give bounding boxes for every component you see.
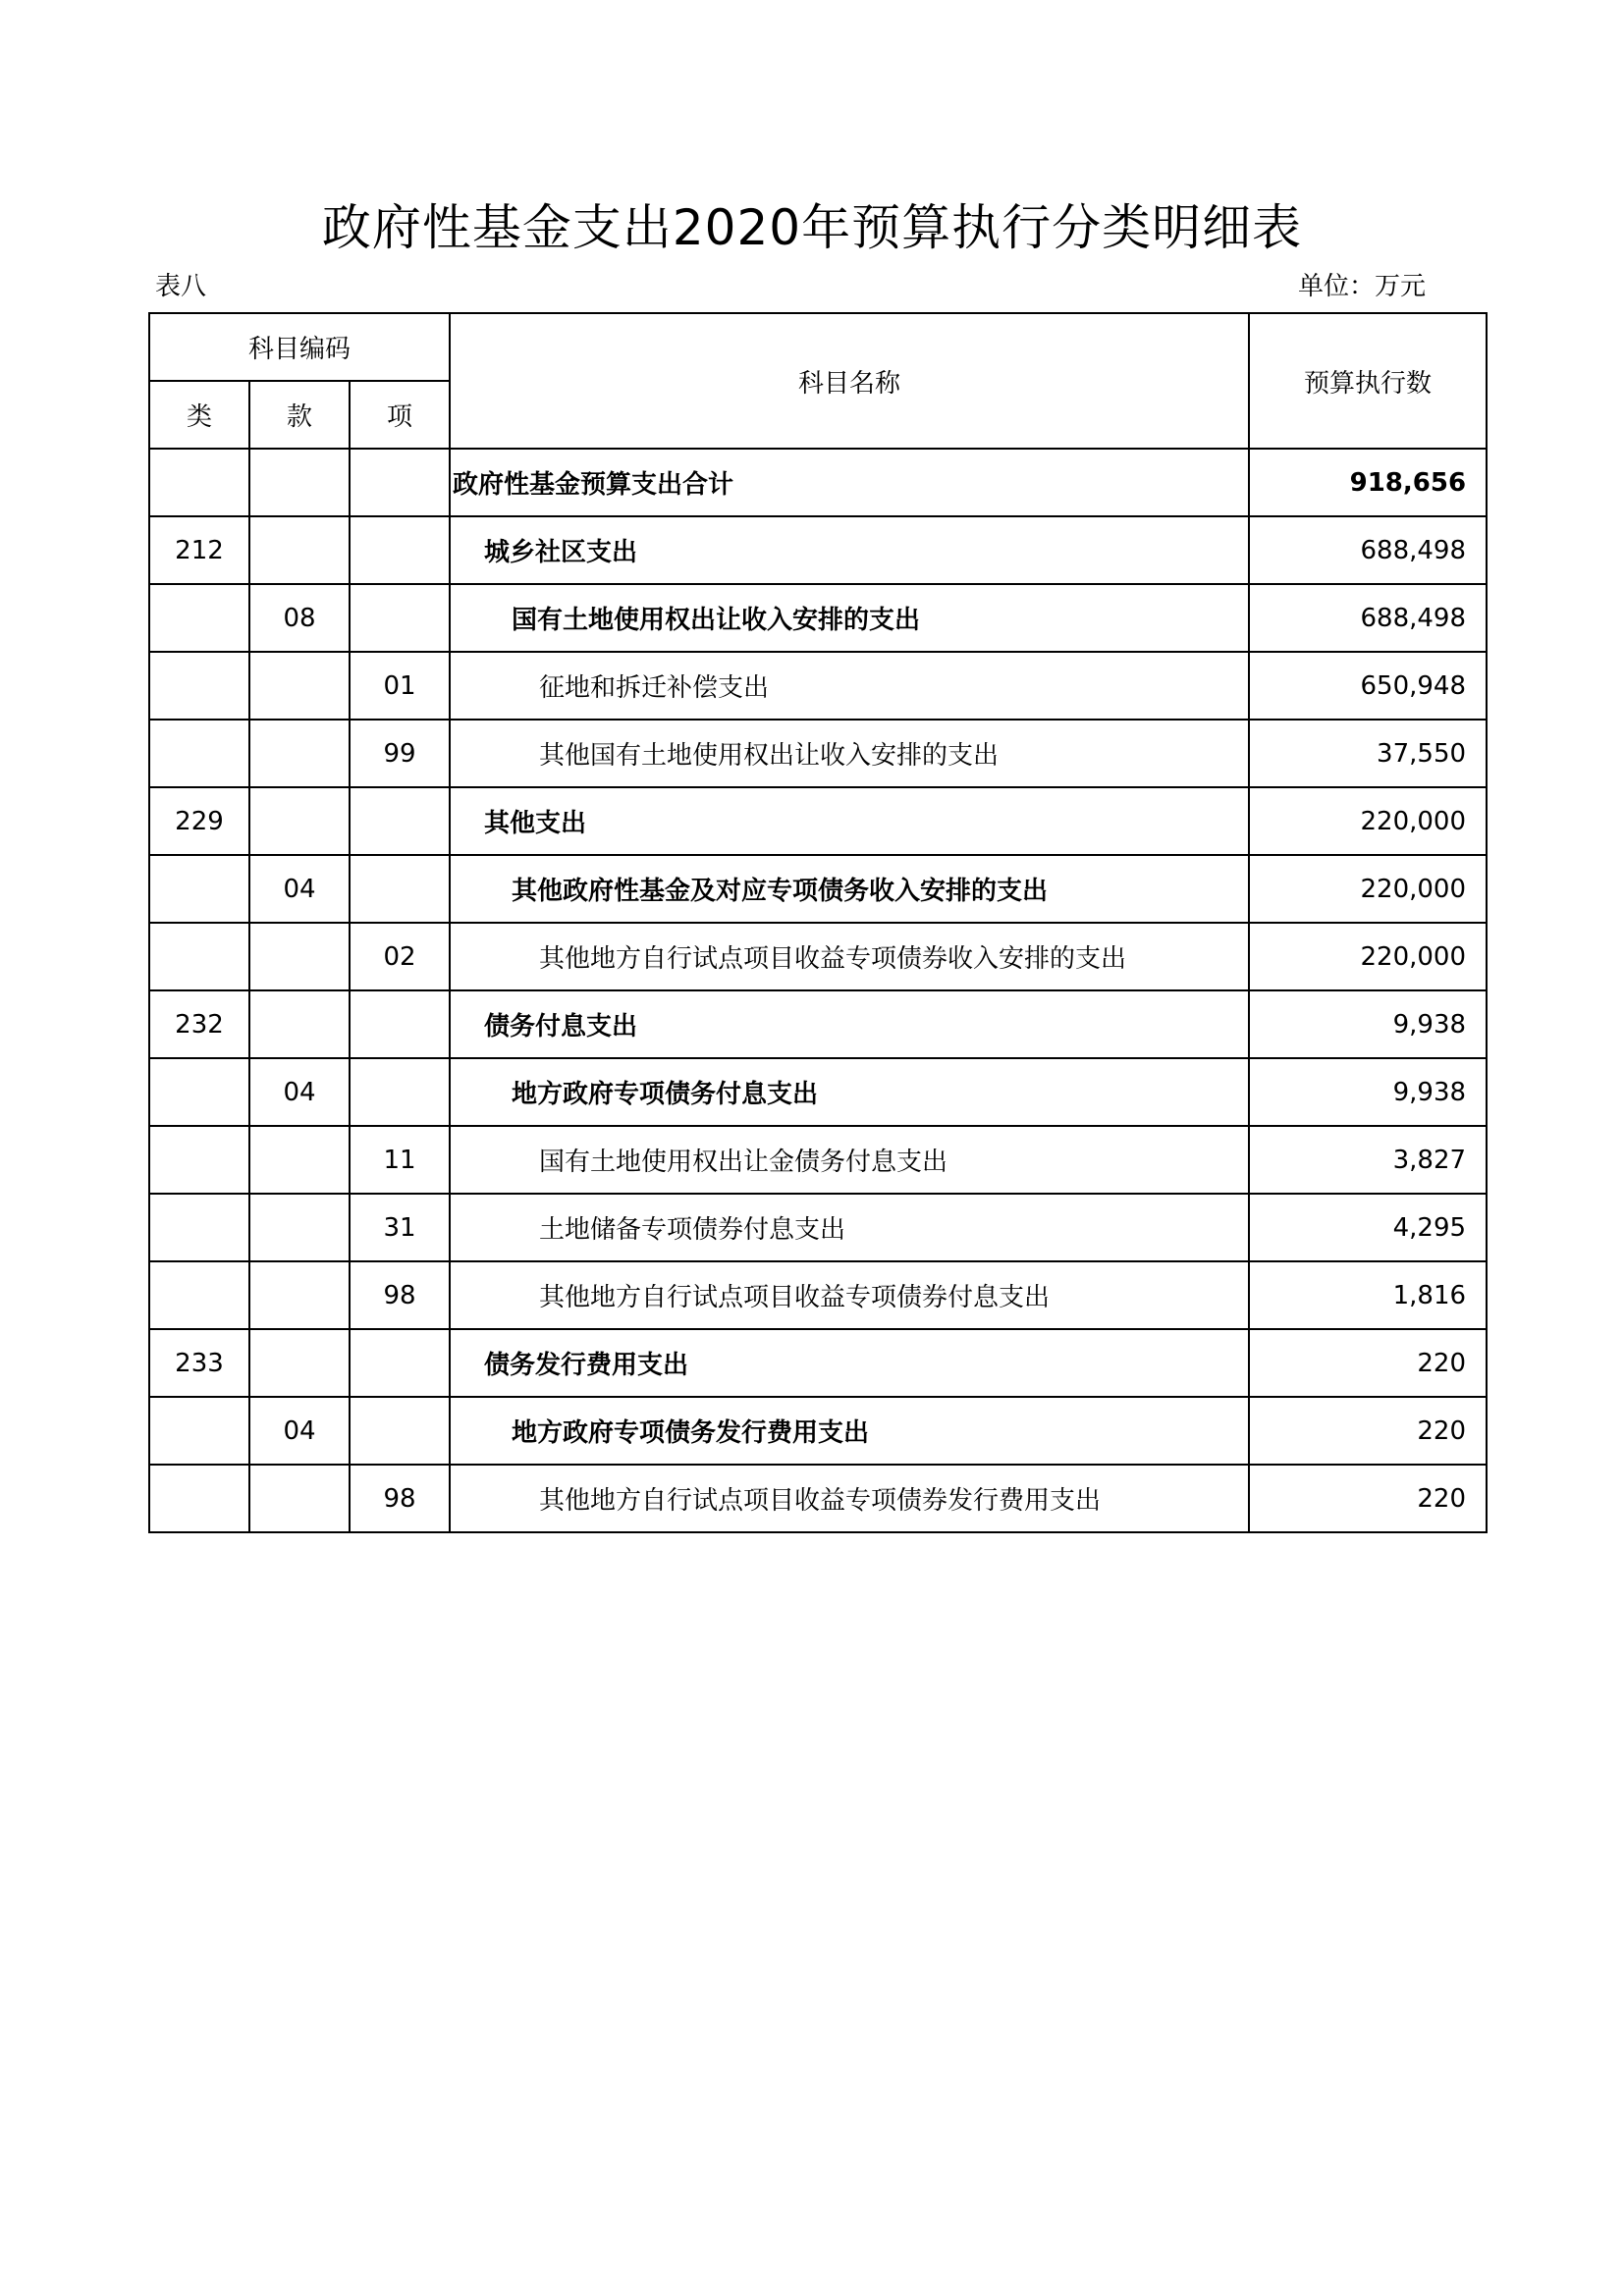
code-xiang-cell: 98: [350, 1261, 450, 1329]
table-row: [149, 1329, 1487, 1397]
code-xiang-cell: 99: [350, 720, 450, 787]
code-xiang-cell: [350, 1329, 450, 1397]
code-kuan-cell: [249, 1329, 350, 1397]
amount-cell: 1,816: [1249, 1261, 1487, 1329]
code-lei-cell: 233: [149, 1329, 249, 1397]
table-row: [149, 1397, 1487, 1465]
code-xiang-cell: 31: [350, 1194, 450, 1261]
unit-label: 单位：万元: [1298, 272, 1427, 301]
code-kuan-cell: [249, 449, 350, 516]
amount-cell: 220: [1249, 1465, 1487, 1532]
amount-cell: 9,938: [1249, 990, 1487, 1058]
code-xiang-cell: 98: [350, 1465, 450, 1532]
code-xiang-cell: [350, 787, 450, 855]
item-name-cell: 其他政府性基金及对应专项债务收入安排的支出: [450, 855, 1249, 923]
code-lei-cell: [149, 1465, 249, 1532]
budget-table: [148, 312, 1488, 1533]
item-name-cell: 其他地方自行试点项目收益专项债券收入安排的支出: [450, 923, 1249, 990]
header-amount: 预算执行数: [1249, 313, 1487, 449]
amount-cell: 650,948: [1249, 652, 1487, 720]
item-name-cell: 其他地方自行试点项目收益专项债券付息支出: [450, 1261, 1249, 1329]
code-lei-cell: [149, 720, 249, 787]
amount-cell: 220,000: [1249, 855, 1487, 923]
code-lei-cell: [149, 1126, 249, 1194]
amount-cell: 3,827: [1249, 1126, 1487, 1194]
table-row: [149, 516, 1487, 584]
code-lei-cell: [149, 449, 249, 516]
table-row: [149, 787, 1487, 855]
page-title: 政府性基金支出2020年预算执行分类明细表: [321, 199, 1303, 256]
item-name-cell: 政府性基金预算支出合计: [450, 449, 1249, 516]
code-kuan-cell: [249, 923, 350, 990]
code-lei-cell: [149, 652, 249, 720]
code-xiang-cell: [350, 449, 450, 516]
table-row: [149, 1465, 1487, 1532]
code-xiang-cell: 11: [350, 1126, 450, 1194]
code-kuan-cell: [249, 787, 350, 855]
item-name-cell: 债务发行费用支出: [450, 1329, 1249, 1397]
amount-cell: 220,000: [1249, 787, 1487, 855]
table-row: [149, 584, 1487, 652]
table-row: [149, 990, 1487, 1058]
table-row: [149, 855, 1487, 923]
code-xiang-cell: 01: [350, 652, 450, 720]
table-row: [149, 923, 1487, 990]
code-lei-cell: [149, 584, 249, 652]
table-body: [149, 449, 1487, 1532]
table-row: [149, 652, 1487, 720]
code-xiang-cell: [350, 855, 450, 923]
amount-cell: 37,550: [1249, 720, 1487, 787]
table-header: [149, 313, 1487, 449]
code-kuan-cell: 08: [249, 584, 350, 652]
header-row-top: [149, 313, 1487, 381]
header-name: 科目名称: [450, 313, 1249, 449]
code-lei-cell: 232: [149, 990, 249, 1058]
header-xiang: 项: [350, 381, 450, 449]
item-name-cell: 其他支出: [450, 787, 1249, 855]
item-name-cell: 征地和拆迁补偿支出: [450, 652, 1249, 720]
amount-cell: 688,498: [1249, 516, 1487, 584]
code-kuan-cell: 04: [249, 1058, 350, 1126]
code-xiang-cell: [350, 990, 450, 1058]
code-kuan-cell: 04: [249, 1397, 350, 1465]
code-xiang-cell: 02: [350, 923, 450, 990]
header-lei: 类: [149, 381, 249, 449]
code-kuan-cell: 04: [249, 855, 350, 923]
header-kuan: 款: [249, 381, 350, 449]
item-name-cell: 国有土地使用权出让收入安排的支出: [450, 584, 1249, 652]
item-name-cell: 土地储备专项债券付息支出: [450, 1194, 1249, 1261]
code-kuan-cell: [249, 1465, 350, 1532]
item-name-cell: 其他国有土地使用权出让收入安排的支出: [450, 720, 1249, 787]
code-lei-cell: 212: [149, 516, 249, 584]
code-kuan-cell: [249, 516, 350, 584]
amount-cell: 220,000: [1249, 923, 1487, 990]
amount-cell: 918,656: [1249, 449, 1487, 516]
code-lei-cell: [149, 1194, 249, 1261]
item-name-cell: 国有土地使用权出让金债务付息支出: [450, 1126, 1249, 1194]
code-kuan-cell: [249, 1261, 350, 1329]
code-lei-cell: [149, 855, 249, 923]
table-row: [149, 1194, 1487, 1261]
code-lei-cell: [149, 923, 249, 990]
table-number: 表八: [155, 272, 207, 301]
code-xiang-cell: [350, 1397, 450, 1465]
item-name-cell: 城乡社区支出: [450, 516, 1249, 584]
item-name-cell: 地方政府专项债务付息支出: [450, 1058, 1249, 1126]
code-xiang-cell: [350, 1058, 450, 1126]
amount-cell: 4,295: [1249, 1194, 1487, 1261]
item-name-cell: 地方政府专项债务发行费用支出: [450, 1397, 1249, 1465]
item-name-cell: 债务付息支出: [450, 990, 1249, 1058]
code-kuan-cell: [249, 652, 350, 720]
amount-cell: 9,938: [1249, 1058, 1487, 1126]
code-kuan-cell: [249, 720, 350, 787]
header-code-group: 科目编码: [149, 313, 450, 381]
table-row: [149, 1058, 1487, 1126]
code-lei-cell: [149, 1058, 249, 1126]
table-row: [149, 1126, 1487, 1194]
code-kuan-cell: [249, 990, 350, 1058]
code-kuan-cell: [249, 1126, 350, 1194]
table-row: [149, 1261, 1487, 1329]
amount-cell: 220: [1249, 1329, 1487, 1397]
code-xiang-cell: [350, 516, 450, 584]
table-row: [149, 449, 1487, 516]
code-lei-cell: [149, 1261, 249, 1329]
amount-cell: 688,498: [1249, 584, 1487, 652]
amount-cell: 220: [1249, 1397, 1487, 1465]
code-kuan-cell: [249, 1194, 350, 1261]
code-lei-cell: [149, 1397, 249, 1465]
code-xiang-cell: [350, 584, 450, 652]
table-row: [149, 720, 1487, 787]
item-name-cell: 其他地方自行试点项目收益专项债券发行费用支出: [450, 1465, 1249, 1532]
code-lei-cell: 229: [149, 787, 249, 855]
